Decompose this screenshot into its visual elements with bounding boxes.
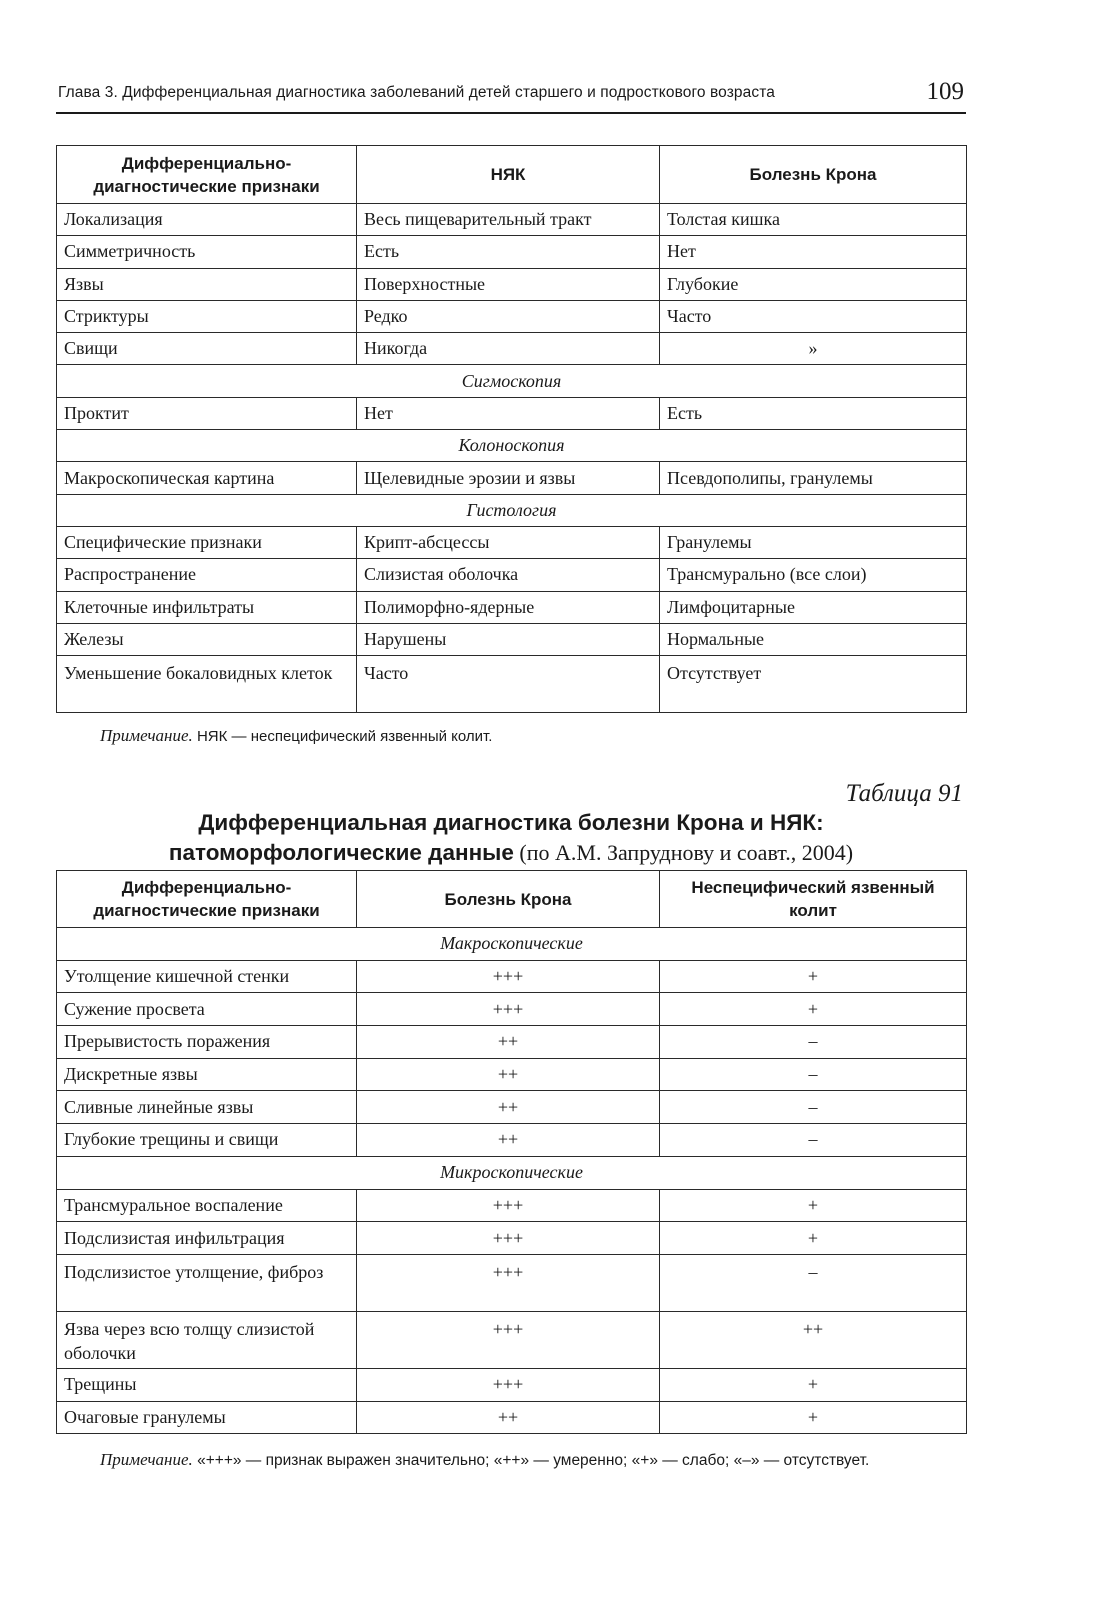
table-cell: +	[660, 993, 967, 1026]
table-cell: –	[660, 1026, 967, 1059]
table-cell: Локализация	[57, 204, 357, 236]
chapter-title: Глава 3. Дифференциальная диагностика заболеваний детей старшего и подросткового возраста	[58, 84, 775, 101]
table-cell: Часто	[660, 300, 967, 332]
table-cell: Язвы	[57, 268, 357, 300]
table-cell: +	[660, 1222, 967, 1255]
table-cell: +++	[357, 1222, 660, 1255]
table-cell: Сужение просвета	[57, 993, 357, 1026]
header-cell: Болезнь Крона	[357, 871, 660, 928]
table-cell: Есть	[660, 397, 967, 429]
table-cell: Язва через всю толщу слизистой оболочки	[57, 1311, 357, 1368]
table-number: Таблица 91	[845, 780, 963, 807]
table-cell: +++	[357, 993, 660, 1026]
table-cell: Прерывистость поражения	[57, 1026, 357, 1059]
table-cell: Часто	[357, 656, 660, 713]
table-cell: ++	[357, 1124, 660, 1157]
table-header-row	[57, 146, 967, 204]
table-row	[57, 623, 967, 655]
table-cell: +++	[357, 1254, 660, 1311]
section-row	[57, 494, 967, 526]
table-title-line	[56, 838, 966, 868]
table-note	[56, 1447, 966, 1473]
table-row	[57, 268, 967, 300]
table-row	[57, 526, 967, 558]
table-row	[57, 1189, 967, 1222]
table-row	[57, 993, 967, 1026]
table-cell: »	[660, 333, 967, 365]
pathomorphology-table	[56, 870, 967, 1434]
table-cell: Распространение	[57, 559, 357, 591]
table-row	[57, 204, 967, 236]
table-cell: +++	[357, 1368, 660, 1401]
header-cell: Болезнь Крона	[660, 146, 967, 204]
table-row	[57, 1026, 967, 1059]
table-cell: Уменьшение бокаловидных клеток	[57, 656, 357, 713]
note-label: Примечание.	[100, 726, 193, 745]
table-cell: Глубокие	[660, 268, 967, 300]
table-cell: ++	[357, 1058, 660, 1091]
table-cell: Подслизистая инфильтрация	[57, 1222, 357, 1255]
table-cell: Нарушены	[357, 623, 660, 655]
table-cell: Сливные линейные язвы	[57, 1091, 357, 1124]
table-cell: Нормальные	[660, 623, 967, 655]
section-row	[57, 1156, 967, 1189]
table-row	[57, 591, 967, 623]
section-heading: Колоноскопия	[57, 430, 967, 462]
section-heading: Сигмоскопия	[57, 365, 967, 397]
table-cell: Поверхностные	[357, 268, 660, 300]
section-heading: Гистология	[57, 494, 967, 526]
table-row	[57, 397, 967, 429]
table-cell: Макроскопическая картина	[57, 462, 357, 494]
table-cell: Слизистая оболочка	[357, 559, 660, 591]
table-cell: –	[660, 1058, 967, 1091]
table-body	[57, 204, 967, 713]
table-note	[100, 726, 492, 746]
table-cell: +	[660, 1401, 967, 1434]
table-cell: Проктит	[57, 397, 357, 429]
table-cell: Специфические признаки	[57, 526, 357, 558]
table-cell: Свищи	[57, 333, 357, 365]
table-title-line: Дифференциальная диагностика болезни Крона и НЯК:	[198, 810, 824, 835]
table-row	[57, 333, 967, 365]
title-source: (по А.М. Запруднову и соавт., 2004)	[513, 840, 854, 865]
table-header-row	[57, 871, 967, 928]
table-cell: +++	[357, 1189, 660, 1222]
table-row	[57, 1091, 967, 1124]
note-text: «+++» — признак выражен значительно; «++» — умеренно; «+» — слабо; «–» — отсутствует.	[192, 1452, 870, 1469]
table-cell: Трансмурально (все слои)	[660, 559, 967, 591]
table-cell: Щелевидные эрозии и язвы	[357, 462, 660, 494]
table-row	[57, 236, 967, 268]
table-cell: Подслизистое утолщение, фиброз	[57, 1254, 357, 1311]
table-cell: ++	[357, 1091, 660, 1124]
table-cell: Отсутствует	[660, 656, 967, 713]
table-cell: Железы	[57, 623, 357, 655]
table-cell: Толстая кишка	[660, 204, 967, 236]
section-row	[57, 365, 967, 397]
table-cell: +	[660, 960, 967, 993]
table-cell: –	[660, 1091, 967, 1124]
table-cell: Клеточные инфильтраты	[57, 591, 357, 623]
table-body	[57, 928, 967, 1434]
table-row	[57, 960, 967, 993]
table-cell: +++	[357, 960, 660, 993]
table-cell: Псевдополипы, гранулемы	[660, 462, 967, 494]
table-cell: –	[660, 1254, 967, 1311]
table-cell: +++	[357, 1311, 660, 1368]
table-cell: +	[660, 1368, 967, 1401]
table-row	[57, 1124, 967, 1157]
section-heading: Макроскопические	[57, 928, 967, 961]
table-row	[57, 1311, 967, 1368]
note-text: НЯК — неспецифический язвенный колит.	[192, 728, 493, 745]
table-title	[56, 808, 966, 868]
table-cell: Нет	[357, 397, 660, 429]
table-cell: Стриктуры	[57, 300, 357, 332]
table-cell: Трансмуральное воспаление	[57, 1189, 357, 1222]
running-header	[56, 80, 966, 114]
table-row	[57, 462, 967, 494]
table-cell: Гранулемы	[660, 526, 967, 558]
table-cell: Никогда	[357, 333, 660, 365]
table-cell: Редко	[357, 300, 660, 332]
table-row	[57, 1254, 967, 1311]
table-cell: ++	[357, 1026, 660, 1059]
table-row	[57, 1368, 967, 1401]
section-heading: Микроскопические	[57, 1156, 967, 1189]
table-cell: +	[660, 1189, 967, 1222]
table-cell: Лимфоцитарные	[660, 591, 967, 623]
table-row	[57, 1222, 967, 1255]
table-row	[57, 300, 967, 332]
section-row	[57, 928, 967, 961]
section-row	[57, 430, 967, 462]
header-cell: НЯК	[357, 146, 660, 204]
table-cell: –	[660, 1124, 967, 1157]
header-cell: Дифференциально-диагностические признаки	[57, 146, 357, 204]
table-cell: Очаговые гранулемы	[57, 1401, 357, 1434]
table-cell: Глубокие трещины и свищи	[57, 1124, 357, 1157]
table-cell: Полиморфно-ядерные	[357, 591, 660, 623]
comparison-table-uc-crohn	[56, 145, 967, 713]
table-cell: Крипт-абсцессы	[357, 526, 660, 558]
note-label: Примечание.	[100, 1450, 193, 1469]
table-cell: Нет	[660, 236, 967, 268]
table-cell: ++	[357, 1401, 660, 1434]
table-cell: ++	[660, 1311, 967, 1368]
table-cell: Трещины	[57, 1368, 357, 1401]
table-cell: Симметричность	[57, 236, 357, 268]
table-row	[57, 1401, 967, 1434]
table-row	[57, 656, 967, 713]
table-cell: Дискретные язвы	[57, 1058, 357, 1091]
table-row	[57, 559, 967, 591]
table-cell: Есть	[357, 236, 660, 268]
page-number: 109	[926, 78, 964, 105]
table-cell: Весь пищеварительный тракт	[357, 204, 660, 236]
title-bold-part: патоморфологические данные	[168, 840, 514, 865]
table-row	[57, 1058, 967, 1091]
header-cell: Неспецифический язвенный колит	[660, 871, 967, 928]
header-cell: Дифференциально-диагностические признаки	[57, 871, 357, 928]
table-cell: Утолщение кишечной стенки	[57, 960, 357, 993]
